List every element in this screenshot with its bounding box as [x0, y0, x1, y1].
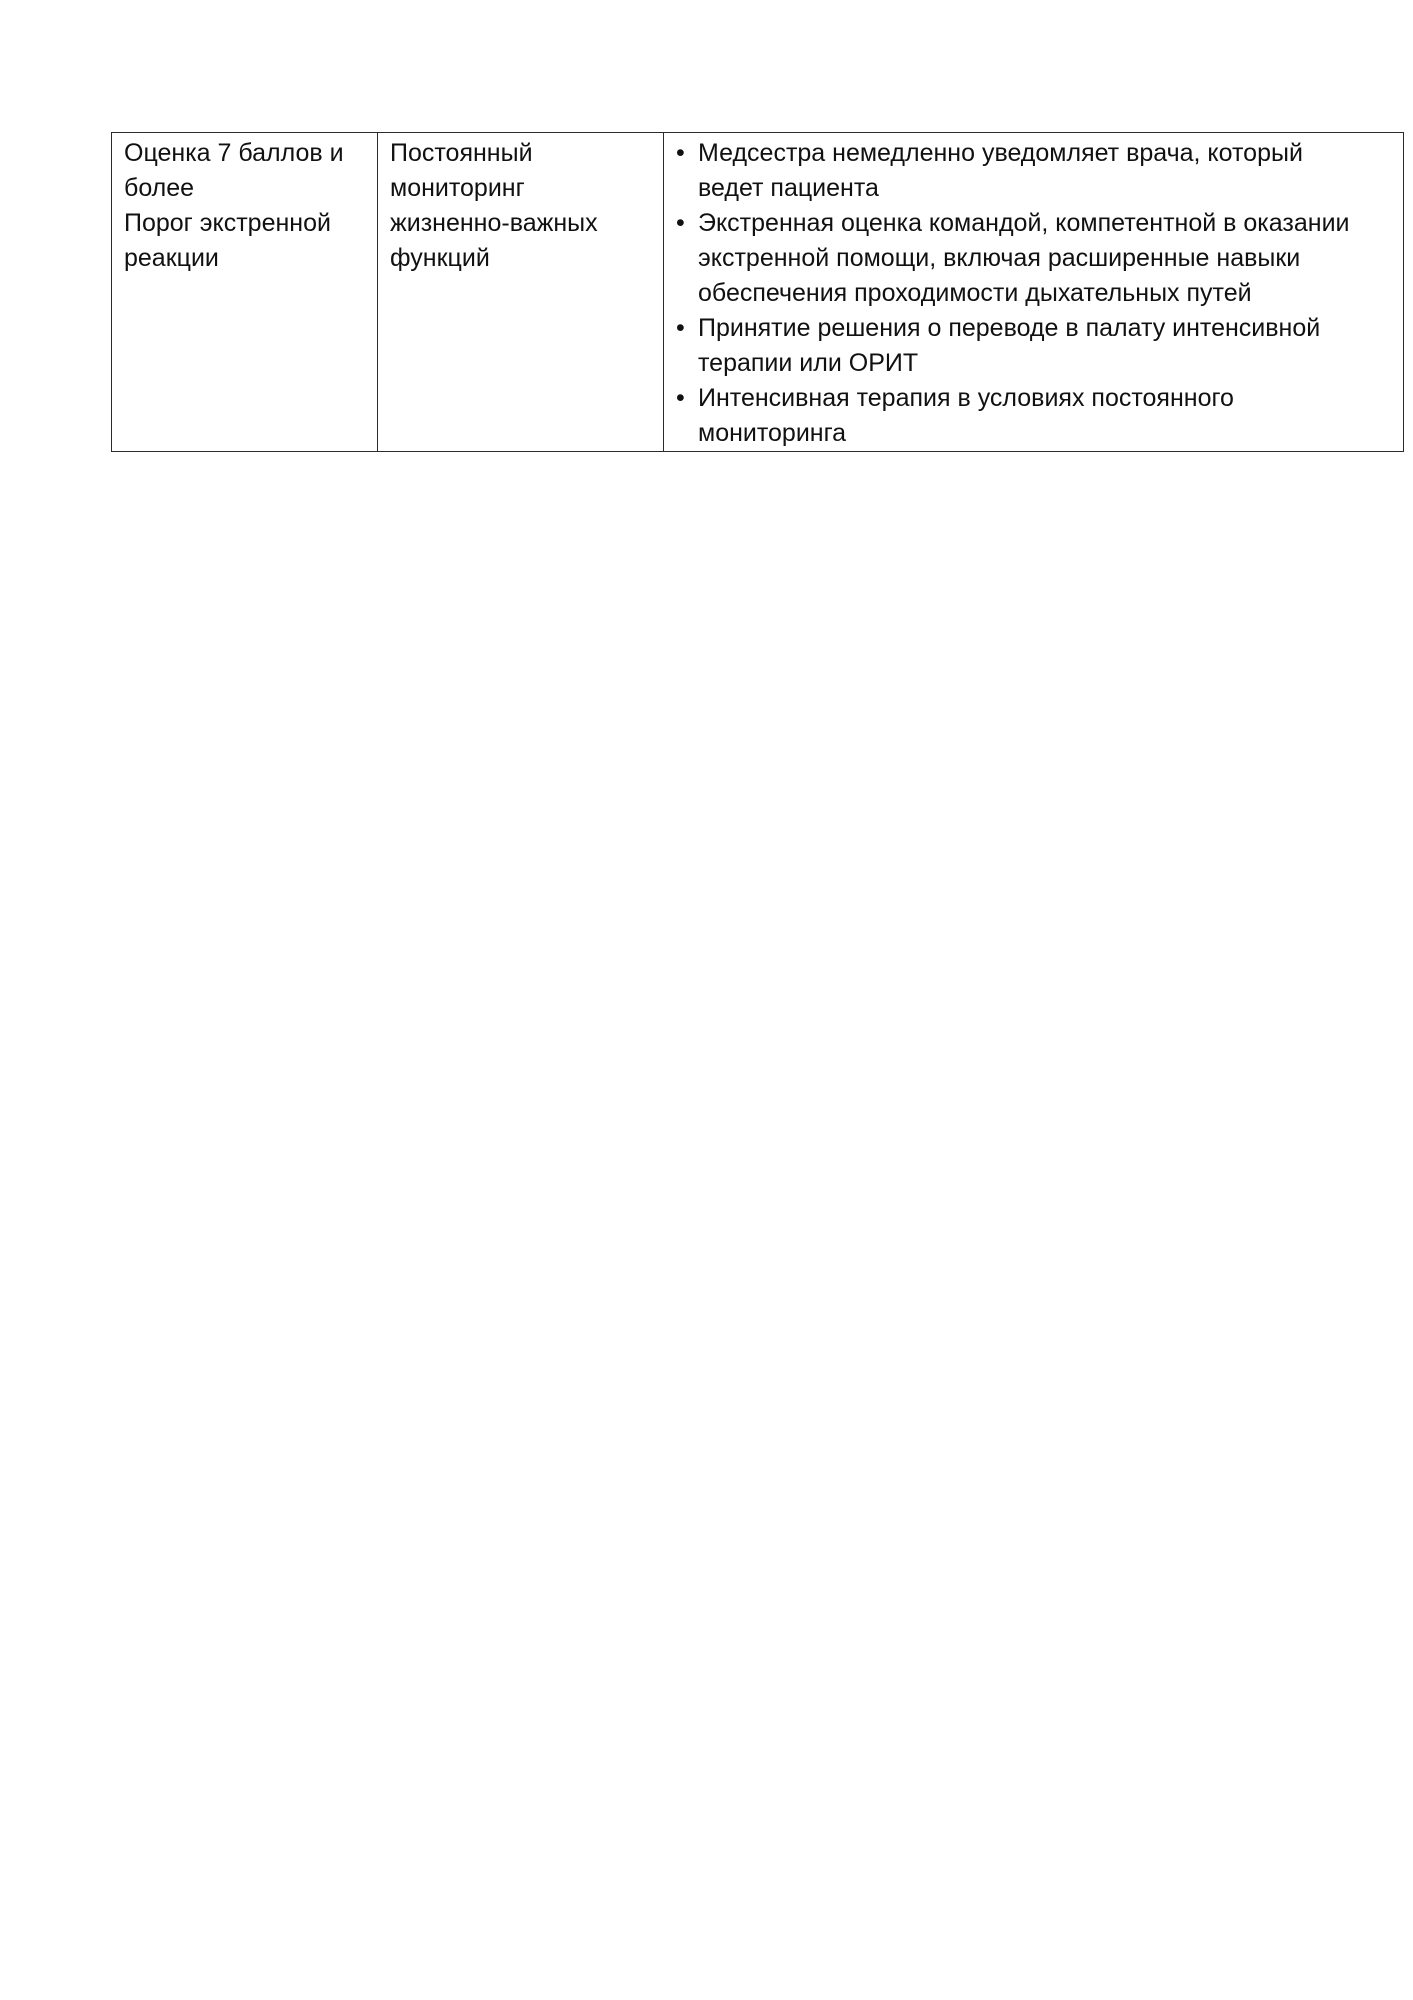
- bullet-icon: •: [676, 314, 685, 342]
- monitoring-line: функций: [390, 244, 490, 272]
- actions-list: [676, 136, 1391, 451]
- action-line: терапии или ОРИТ: [698, 349, 919, 377]
- bullet-icon: •: [676, 209, 685, 237]
- actions-cell: [664, 133, 1404, 452]
- monitoring-line: жизненно-важных: [390, 209, 598, 237]
- table-row: [112, 133, 1404, 452]
- action-line: экстренной помощи, включая расширенные навыки: [698, 244, 1301, 272]
- action-line: Медсестра немедленно уведомляет врача, который: [698, 139, 1303, 167]
- list-item: [676, 206, 1391, 311]
- action-line: ведет пациента: [698, 174, 879, 202]
- action-line: Экстренная оценка командой, компетентной в оказании: [698, 209, 1350, 237]
- score-line: реакции: [124, 244, 219, 272]
- list-item: [676, 311, 1391, 381]
- bullet-icon: •: [676, 384, 685, 412]
- score-cell: [112, 133, 378, 452]
- response-table: [111, 132, 1404, 452]
- action-line: Интенсивная терапия в условиях постоянного: [698, 384, 1234, 412]
- list-item: [676, 136, 1391, 206]
- action-line: обеспечения проходимости дыхательных путей: [698, 279, 1252, 307]
- action-line: мониторинга: [698, 419, 847, 447]
- monitoring-line: Постоянный: [390, 139, 533, 167]
- action-line: Принятие решения о переводе в палату интенсивной: [698, 314, 1321, 342]
- score-line: Оценка 7 баллов и: [124, 139, 344, 167]
- monitoring-line: мониторинг: [390, 174, 525, 202]
- bullet-icon: •: [676, 139, 685, 167]
- list-item: [676, 381, 1391, 451]
- score-line: более: [124, 174, 195, 202]
- score-line: Порог экстренной: [124, 209, 331, 237]
- monitoring-cell: [378, 133, 664, 452]
